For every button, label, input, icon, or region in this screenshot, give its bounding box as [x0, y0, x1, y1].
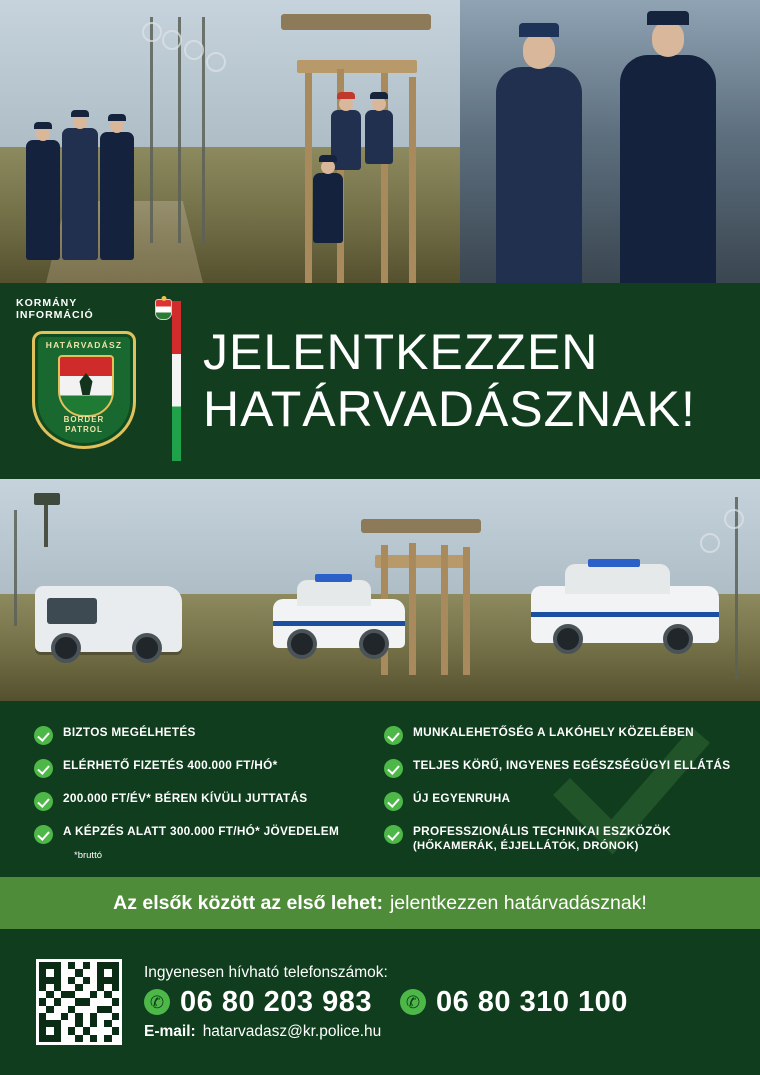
- car-wheel: [287, 629, 317, 659]
- benefits-footnote: *bruttó: [74, 850, 102, 861]
- razor-wire-coil: [206, 52, 226, 72]
- check-icon: [384, 792, 403, 811]
- gov-info-label: KORMÁNY INFORMÁCIÓ: [16, 297, 94, 321]
- worker-head: [321, 160, 335, 174]
- contact-details: [144, 964, 738, 1041]
- check-icon: [384, 726, 403, 745]
- police-suv-fence-photo: [506, 479, 760, 701]
- police-suv-body: [531, 586, 719, 644]
- officer-figure: [26, 140, 60, 260]
- cta-bold-text: Az elsők között az első lehet:: [113, 891, 383, 914]
- officer-cap: [108, 114, 126, 121]
- officer-head: [523, 33, 555, 69]
- benefit-item: [384, 758, 740, 778]
- tower-leg: [409, 543, 416, 675]
- badge-inner-crest-icon: [58, 355, 114, 417]
- worker-helmet: [337, 92, 355, 99]
- benefits-grid: [0, 701, 760, 853]
- officer-cap: [71, 110, 89, 117]
- phone-icon: [400, 989, 426, 1015]
- middle-photo-strip: [0, 479, 760, 701]
- border-fence-patrol-photo: [0, 0, 253, 283]
- tower-roof: [361, 519, 481, 533]
- hungarian-tricolor-bar: [172, 301, 181, 461]
- check-icon: [34, 825, 53, 844]
- benefit-item: [34, 824, 374, 853]
- benefit-sub-label: (HŐKAMERÁK, ÉJJELLÁTÓK, DRÓNOK): [413, 840, 639, 853]
- worker-head: [372, 97, 386, 111]
- check-icon: [384, 759, 403, 778]
- phone-icon: [144, 989, 170, 1015]
- worker-figure: [365, 110, 393, 164]
- phone-number-2[interactable]: [400, 986, 628, 1019]
- razor-wire-coil: [184, 40, 204, 60]
- check-icon: [384, 825, 403, 844]
- tower-leg: [463, 547, 470, 675]
- phone-2-value: 06 80 310 100: [435, 985, 628, 1018]
- police-lightbar-icon: [315, 574, 352, 582]
- police-lightbar-icon: [588, 559, 641, 567]
- cta-normal-text: jelentkezzen határvadásznak!: [389, 891, 647, 914]
- phone-label: Ingyenesen hívható telefonszámok:: [144, 963, 388, 981]
- officer-head: [36, 127, 50, 141]
- benefit-label: ÚJ EGYENRUHA: [413, 791, 511, 805]
- surveillance-van-photo: [0, 479, 253, 701]
- benefit-label: MUNKALEHETŐSÉG A LAKÓHELY KÖZELÉBEN: [413, 725, 694, 739]
- benefit-item: [34, 758, 374, 778]
- qr-code[interactable]: [36, 959, 122, 1045]
- benefits-section: [0, 701, 760, 877]
- check-icon: [34, 726, 53, 745]
- watchtower-construction-photo: [253, 0, 460, 283]
- badge-bottom-line1: BORDER: [63, 415, 105, 424]
- phone-number-1[interactable]: [144, 986, 372, 1019]
- banner-branding: [0, 283, 172, 479]
- fence-post: [14, 510, 17, 625]
- razor-wire-coil: [142, 22, 162, 42]
- fence-post: [150, 17, 153, 243]
- tower-leg: [441, 545, 448, 675]
- email-row[interactable]: [144, 1023, 738, 1041]
- thermal-camera-icon: [34, 493, 60, 505]
- tower-platform: [297, 60, 417, 73]
- benefit-item: [384, 725, 740, 745]
- phone-1-value: 06 80 203 983: [180, 985, 372, 1018]
- benefit-main-label: PROFESSZIONÁLIS TECHNIKAI ESZKÖZÖK: [413, 824, 671, 838]
- razor-wire-coil: [162, 30, 182, 50]
- badge-bottom-label: [32, 415, 136, 435]
- officer-head: [652, 21, 684, 57]
- headline-block: [203, 283, 760, 479]
- razor-wire-coil: [700, 533, 720, 553]
- qr-code-pattern: [39, 962, 119, 1042]
- contact-section: [0, 929, 760, 1075]
- border-patrol-badge: [32, 331, 136, 449]
- benefit-label: A KÉPZÉS ALATT 300.000 FT/HÓ* JÖVEDELEM: [63, 824, 340, 838]
- female-officer-figure: [496, 67, 582, 283]
- benefit-label: [413, 824, 671, 853]
- officer-cap: [34, 122, 52, 129]
- tower-leg: [409, 77, 416, 283]
- benefit-item: [384, 824, 740, 853]
- police-stripe: [273, 621, 405, 626]
- officer-beret: [519, 23, 559, 37]
- tower-platform: [375, 555, 467, 568]
- call-to-action-bar: [0, 877, 760, 929]
- fence-post: [178, 17, 181, 243]
- benefit-label: TELJES KÖRŰ, INGYENES EGÉSZSÉGÜGYI ELLÁTÁS: [413, 758, 731, 772]
- van-body: [35, 586, 182, 653]
- badge-top-label: HATÁRVADÁSZ: [45, 340, 123, 350]
- car-wheel: [359, 629, 389, 659]
- police-car-watchtower-photo: [253, 479, 506, 701]
- government-info: [16, 297, 172, 321]
- razor-wire-coil: [724, 509, 744, 529]
- phone-numbers-row: [144, 986, 738, 1019]
- benefit-item: [34, 791, 374, 811]
- officer-beret: [647, 11, 689, 25]
- benefit-item: [34, 725, 374, 745]
- officer-figure: [100, 132, 134, 260]
- tower-leg: [305, 73, 312, 283]
- email-label: E-mail:: [144, 1022, 196, 1040]
- two-officers-portrait-photo: [460, 0, 760, 283]
- hungarian-coat-of-arms-icon: [155, 299, 172, 320]
- check-icon: [34, 759, 53, 778]
- email-value: hatarvadasz@kr.police.hu: [202, 1022, 382, 1040]
- officer-head: [110, 119, 124, 133]
- headline-line-1: JELENTKEZZEN: [203, 324, 599, 380]
- police-stripe: [531, 612, 719, 617]
- worker-cap: [370, 92, 388, 99]
- officer-head: [73, 115, 87, 129]
- top-photo-strip: [0, 0, 760, 283]
- officer-figure: [62, 128, 98, 260]
- headline-line-2: HATÁRVADÁSZNAK!: [203, 381, 696, 437]
- worker-cap: [319, 155, 337, 162]
- male-officer-figure: [620, 55, 716, 283]
- benefit-item: [384, 791, 740, 811]
- benefit-label: ELÉRHETŐ FIZETÉS 400.000 FT/HÓ*: [63, 758, 278, 772]
- check-icon: [34, 792, 53, 811]
- worker-figure: [313, 173, 343, 243]
- worker-head: [339, 97, 353, 111]
- benefit-label: 200.000 FT/ÉV* BÉREN KÍVÜLI JUTTATÁS: [63, 791, 308, 805]
- police-car-body: [273, 599, 405, 648]
- camera-mast: [44, 501, 48, 547]
- headline-banner: [0, 283, 760, 479]
- badge-bottom-line2: PATROL: [65, 425, 103, 434]
- benefit-label: BIZTOS MEGÉLHETÉS: [63, 725, 196, 739]
- tower-roof: [281, 14, 431, 30]
